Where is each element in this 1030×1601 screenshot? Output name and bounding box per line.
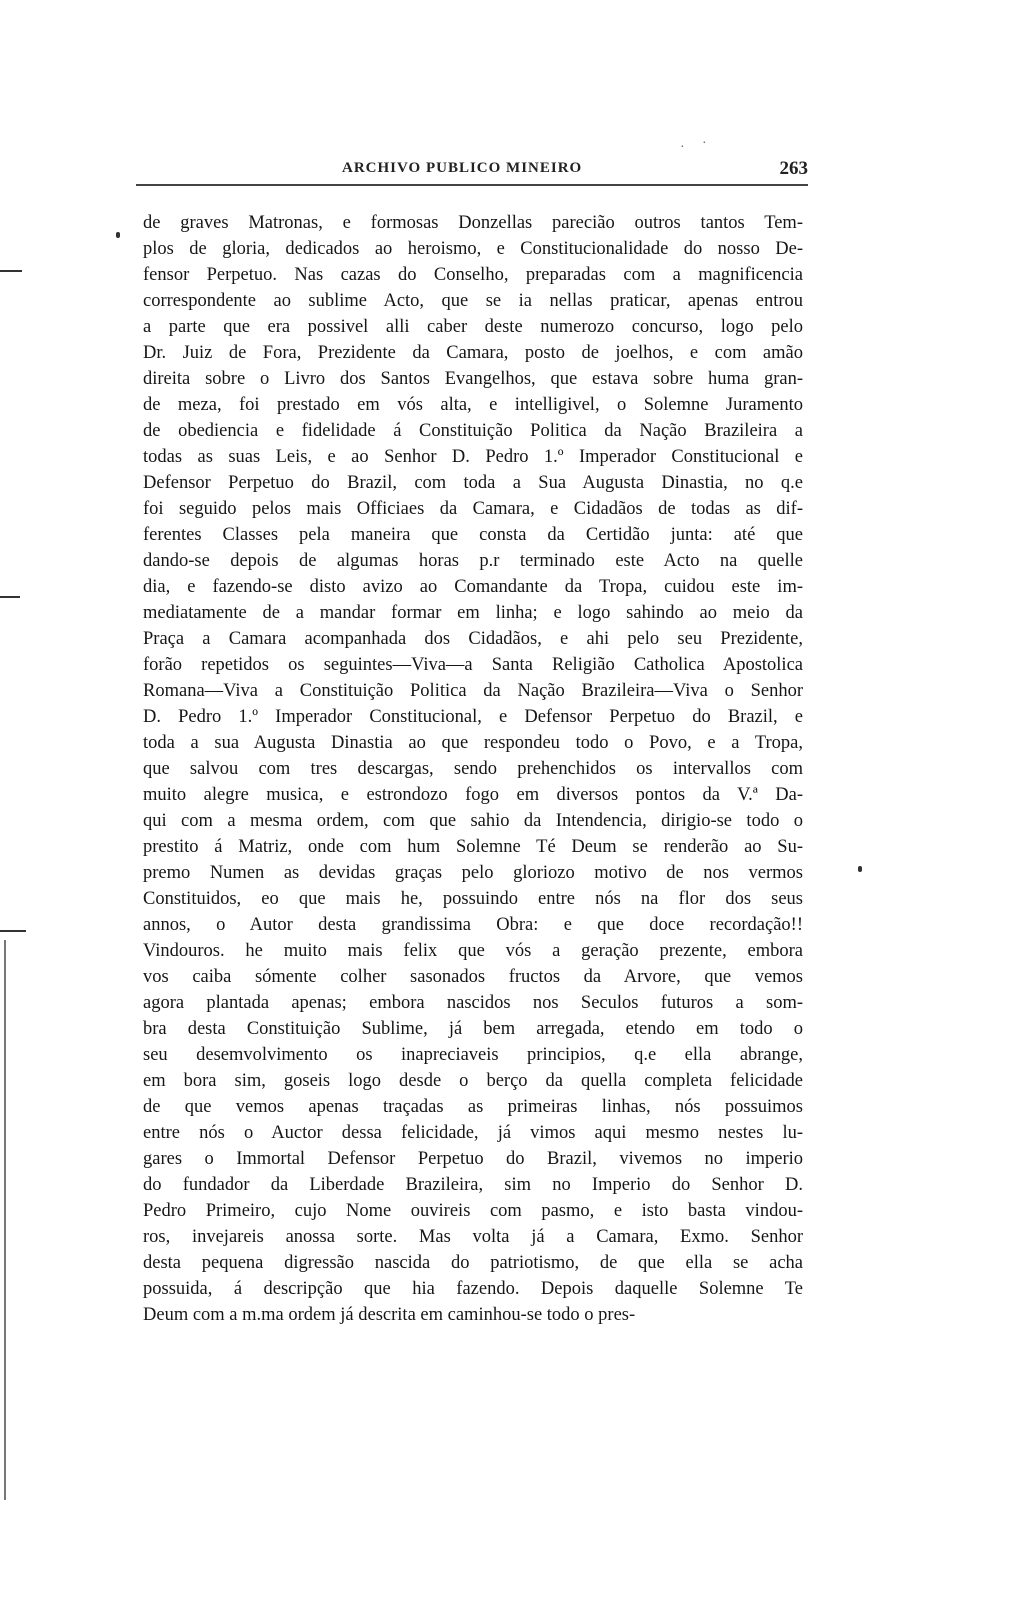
text-line: direita sobre o Livro dos Santos Evangelhos, que estava sobre huma gran- — [143, 369, 803, 389]
text-line: qui com a mesma ordem, com que sahio da Intendencia, dirigio-se todo o — [143, 811, 803, 831]
margin-tick — [0, 596, 20, 598]
text-line: bra desta Constituição Sublime, já bem arregada, etendo em todo o — [143, 1019, 803, 1039]
text-line: ros, invejareis anossa sorte. Mas volta já a Camara, Exmo. Senhor — [143, 1227, 803, 1247]
text-line: de meza, foi prestado em vós alta, e intelligivel, o Solemne Juramento — [143, 395, 803, 415]
text-line: plos de gloria, dedicados ao heroismo, e Constitucionalidade do nosso De- — [143, 239, 803, 259]
text-line: que salvou com tres descargas, sendo prehenchidos os intervallos com — [143, 759, 803, 779]
text-line: Defensor Perpetuo do Brazil, com toda a Sua Augusta Dinastia, no q.e — [143, 473, 803, 493]
text-line: annos, o Autor desta grandissima Obra: e que doce recordação!! — [143, 915, 803, 935]
text-line: entre nós o Auctor dessa felicidade, já vimos aqui mesmo nestes lu- — [143, 1123, 803, 1143]
text-line: Constituidos, eo que mais he, possuindo entre nós na flor dos seus — [143, 889, 803, 909]
text-line: de obediencia e fidelidade á Constituição Politica da Nação Brazileira a — [143, 421, 803, 441]
text-line: dia, e fazendo-se disto avizo ao Comandante da Tropa, cuidou este im- — [143, 577, 803, 597]
margin-speck — [116, 232, 120, 238]
running-title: ARCHIVO PUBLICO MINEIRO — [342, 160, 583, 176]
text-line: fensor Perpetuo. Nas cazas do Conselho, preparadas com a magnificencia — [143, 265, 803, 285]
text-line: de que vemos apenas traçadas as primeiras linhas, nós possuimos — [143, 1097, 803, 1117]
margin-speck: · — [702, 136, 707, 151]
text-line: em bora sim, goseis logo desde o berço da quella completa felicidade — [143, 1071, 803, 1091]
text-line: foi seguido pelos mais Officiaes da Camara, e Cidadãos de todas as dif- — [143, 499, 803, 519]
text-line: desta pequena digressão nascida do patriotismo, de que ella se acha — [143, 1253, 803, 1273]
text-line: toda a sua Augusta Dinastia ao que respondeu todo o Povo, e a Tropa, — [143, 733, 803, 753]
text-line: Dr. Juiz de Fora, Prezidente da Camara, posto de joelhos, e com amão — [143, 343, 803, 363]
text-line: Pedro Primeiro, cujo Nome ouvireis com pasmo, e isto basta vindou- — [143, 1201, 803, 1221]
text-line: correspondente ao sublime Acto, que se ia nellas praticar, apenas entrou — [143, 291, 803, 311]
text-line: gares o Immortal Defensor Perpetuo do Brazil, vivemos no imperio — [143, 1149, 803, 1169]
margin-tick — [0, 270, 22, 272]
text-line: agora plantada apenas; embora nascidos nos Seculos futuros a som- — [143, 993, 803, 1013]
text-line: premo Numen as devidas graças pelo gloriozo motivo de nos vermos — [143, 863, 803, 883]
text-line: mediatamente de a mandar formar em linha; e logo sahindo ao meio da — [143, 603, 803, 623]
margin-bar — [4, 940, 6, 1500]
text-line: vos caiba sómente colher sasonados fructos da Arvore, que vemos — [143, 967, 803, 987]
text-line: muito alegre musica, e estrondozo fogo em diversos pontos da V.ª Da- — [143, 785, 803, 805]
text-line: Romana—Viva a Constituição Politica da Nação Brazileira—Viva o Senhor — [143, 681, 803, 701]
text-line: prestito á Matriz, onde com hum Solemne Té Deum se renderão ao Su- — [143, 837, 803, 857]
text-line: de graves Matronas, e formosas Donzellas parecião outros tantos Tem- — [143, 213, 803, 233]
margin-tick — [0, 930, 26, 932]
text-line: Deum com a m.ma ordem já descrita em caminhou-se todo o pres- — [143, 1305, 636, 1325]
header-rule — [136, 184, 808, 186]
margin-speck: · — [680, 140, 685, 155]
text-line: ferentes Classes pela maneira que consta da Certidão junta: até que — [143, 525, 803, 545]
text-line: D. Pedro 1.º Imperador Constitucional, e Defensor Perpetuo do Brazil, e — [143, 707, 803, 727]
text-line: a parte que era possivel alli caber deste numerozo concurso, logo pelo — [143, 317, 803, 337]
text-line: dando-se depois de algumas horas p.r terminado este Acto na quelle — [143, 551, 803, 571]
margin-speck — [858, 866, 862, 872]
text-line: todas as suas Leis, e ao Senhor D. Pedro 1.º Imperador Constitucional e — [143, 447, 803, 467]
text-line: seu desemvolvimento os inapreciaveis principios, q.e ella abrange, — [143, 1045, 803, 1065]
text-line: do fundador da Liberdade Brazileira, sim no Imperio do Senhor D. — [143, 1175, 803, 1195]
text-line: Vindouros. he muito mais felix que vós a geração prezente, embora — [143, 941, 803, 961]
text-line: forão repetidos os seguintes—Viva—a Santa Religião Catholica Apostolica — [143, 655, 803, 675]
text-line: Praça a Camara acompanhada dos Cidadãos, e ahi pelo seu Prezidente, — [143, 629, 803, 649]
running-head — [136, 156, 808, 190]
text-line: possuida, á descripção que hia fazendo. Depois daquelle Solemne Te — [143, 1279, 803, 1299]
page-number: 263 — [779, 158, 808, 179]
body-text — [143, 210, 803, 1328]
